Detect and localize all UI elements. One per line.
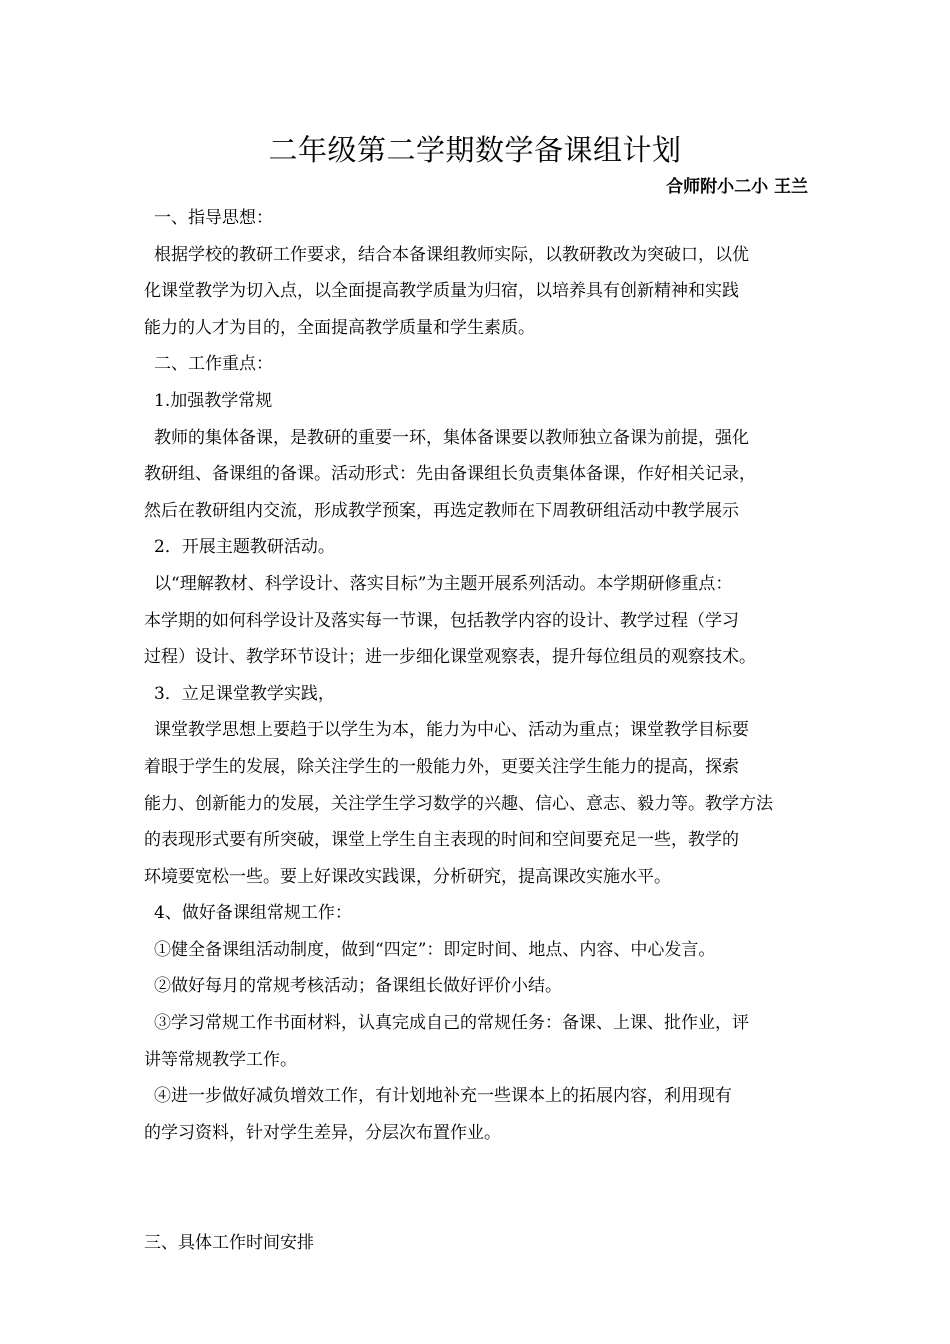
body-line: 以“理解教材、科学设计、落实目标”为主题开展系列活动。本学期研修重点： [154, 573, 733, 594]
blank-line [144, 1188, 809, 1225]
body-line: 教师的集体备课，是教研的重要一环，集体备课要以教师独立备课为前提，强化 [154, 427, 749, 448]
body-line: 能力、创新能力的发展，关注学生学习数学的兴趣、信心、意志、毅力等。教学方法 [144, 793, 773, 814]
document-body [144, 200, 809, 1261]
document-author: 合师附小二小 王兰 [666, 177, 808, 197]
body-line: 根据学校的教研工作要求，结合本备课组教师实际，以教研教改为突破口，以优 [154, 244, 749, 265]
body-line: 过程）设计、教学环节设计；进一步细化课堂观察表，提升每位组员的观察技术。 [144, 647, 756, 668]
body-line: 教研组、备课组的备课。活动形式：先由备课组长负责集体备课，作好相关记录， [144, 464, 756, 485]
body-line: ③学习常规工作书面材料，认真完成自己的常规任务：备课、上课、批作业，评 [154, 1013, 749, 1034]
body-line: ④进一步做好减负增效工作，有计划地补充一些课本上的拓展内容，利用现有 [154, 1086, 732, 1107]
body-line: 能力的人才为目的，全面提高教学质量和学生素质。 [144, 317, 535, 338]
body-line: 4、做好备课组常规工作： [154, 903, 352, 924]
body-line: 课堂教学思想上要趋于以学生为本，能力为中心、活动为重点；课堂教学目标要 [154, 720, 749, 741]
body-line: 二、工作重点： [154, 354, 273, 375]
body-line: 的学习资料，针对学生差异，分层次布置作业。 [144, 1122, 501, 1143]
body-line: 1.加强教学常规 [154, 390, 273, 411]
body-line: 本学期的如何科学设计及落实每一节课，包括教学内容的设计、教学过程（学习 [144, 610, 739, 631]
body-line: 三、具体工作时间安排 [144, 1232, 314, 1253]
body-line: 讲等常规教学工作。 [144, 1049, 297, 1070]
blank-line [144, 1151, 809, 1188]
body-line: 一、指导思想： [154, 208, 273, 228]
body-line: 着眼于学生的发展，除关注学生的一般能力外，更要关注学生能力的提高，探索 [144, 756, 739, 777]
body-line: 2．开展主题教研活动。 [154, 537, 335, 558]
body-line: ①健全备课组活动制度，做到“四定”：即定时间、地点、内容、中心发言。 [154, 939, 716, 960]
document-title: 二年级第二学期数学备课组计划 [268, 133, 682, 167]
body-line: 化课堂教学为切入点，以全面提高教学质量为归宿，以培养具有创新精神和实践 [144, 281, 739, 302]
body-line: 的表现形式要有所突破，课堂上学生自主表现的时间和空间要充足一些，教学的 [144, 830, 739, 851]
body-line: ②做好每月的常规考核活动；备课组长做好评价小结。 [154, 976, 562, 997]
body-line: 环境要宽松一些。要上好课改实践课，分析研究，提高课改实施水平。 [144, 866, 671, 887]
body-line: 3．立足课堂教学实践， [154, 683, 335, 704]
body-line: 然后在教研组内交流，形成教学预案，再选定教师在下周教研组活动中教学展示 [144, 500, 739, 521]
